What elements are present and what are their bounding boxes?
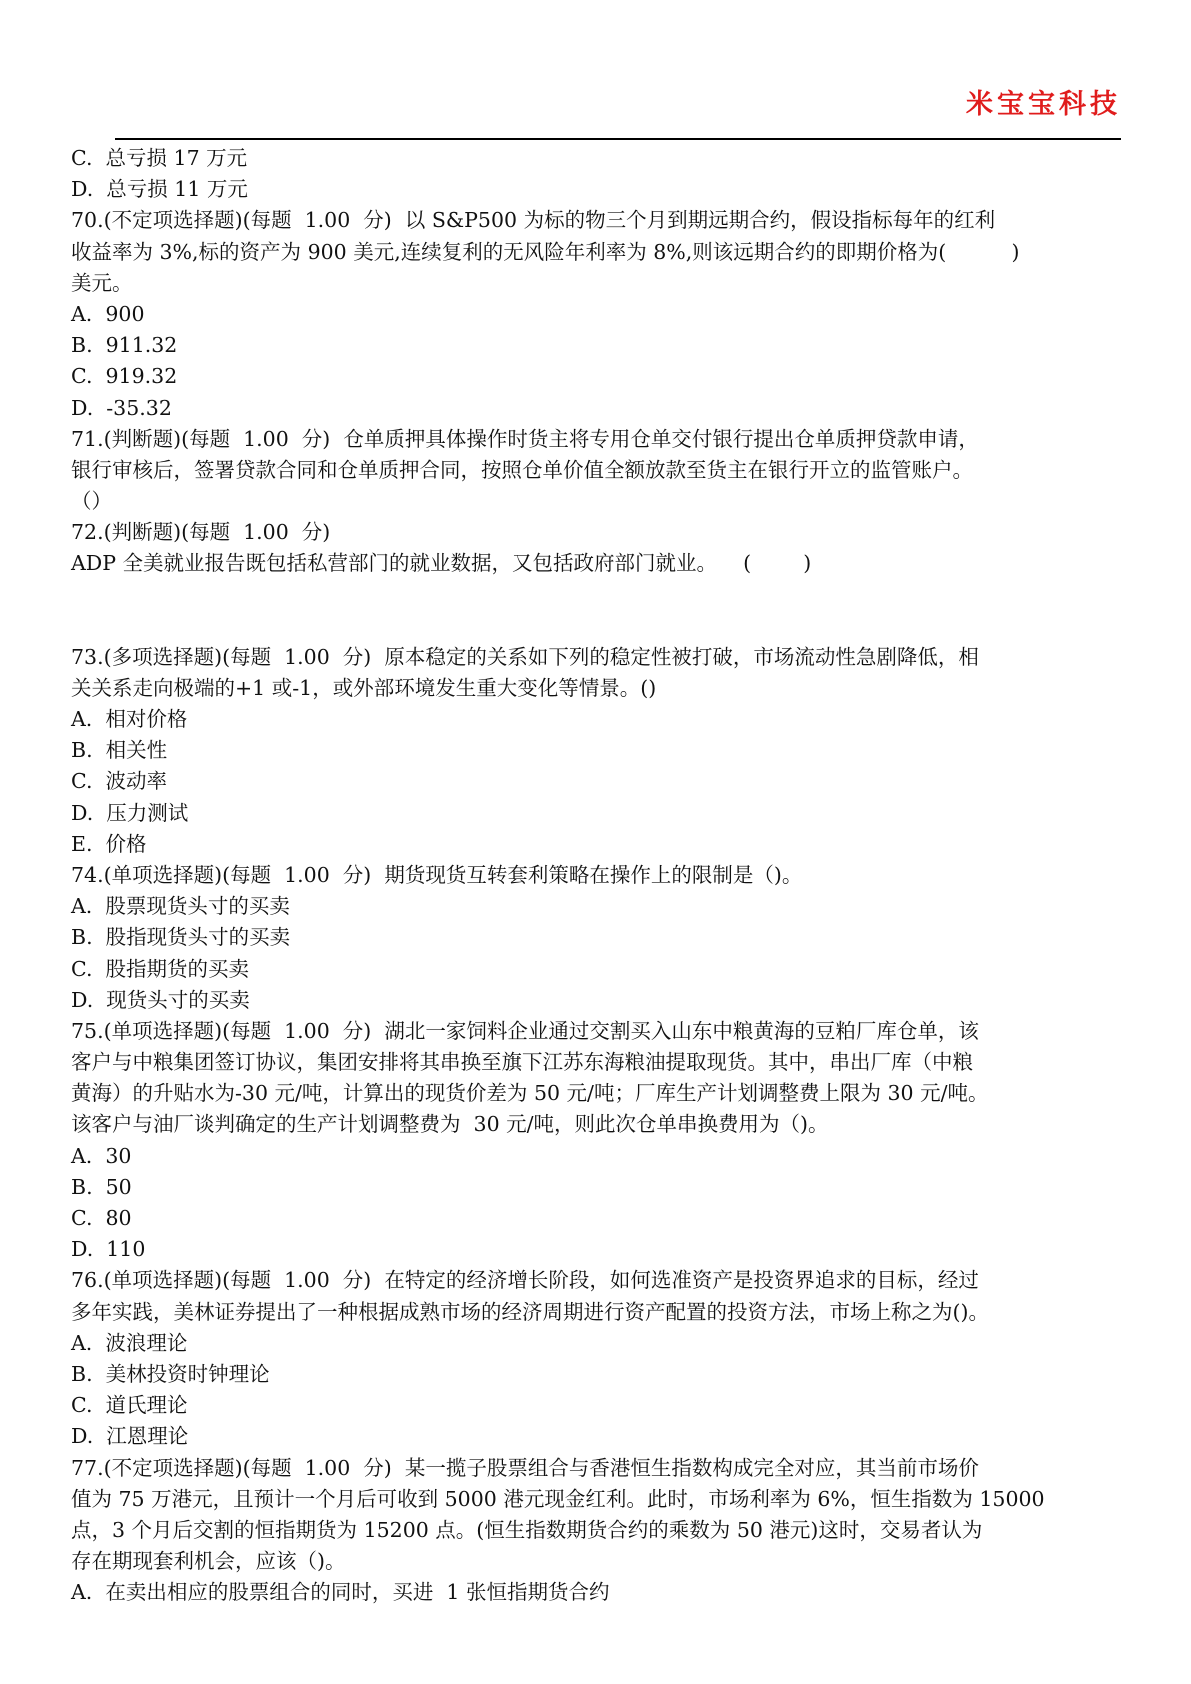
q75-stem-line-4: 该客户与油厂谈判确定的生产计划调整费为 30 元/吨，则此次仓单串换费用为（)。 [71, 1112, 829, 1137]
q76-option-c: C. 道氏理论 [71, 1393, 188, 1418]
q73-option-e: E. 价格 [71, 831, 147, 856]
header-rule [115, 138, 1121, 140]
q73-option-d: D. 压力测试 [71, 800, 189, 825]
q77-option-a: A. 在卖出相应的股票组合的同时，买进 1 张恒指期货合约 [71, 1580, 610, 1605]
q74-option-b: B. 股指现货头寸的买卖 [71, 925, 291, 950]
q71-stem-line-1: 71.(判断题)(每题 1.00 分) 仓单质押具体操作时货主将专用仓单交付银行提出仓单质押贷款申请， [71, 426, 979, 451]
q73-stem-line-1: 73.(多项选择题)(每题 1.00 分) 原本稳定的关系如下列的稳定性被打破，市场流动性急剧降低，相 [71, 644, 979, 669]
q76-option-b: B. 美林投资时钟理论 [71, 1361, 270, 1386]
q71-answer-blank: （） [71, 489, 112, 514]
q73-option-b: B. 相关性 [71, 738, 168, 763]
q77-stem-line-1: 77.(不定项选择题)(每题 1.00 分) 某一揽子股票组合与香港恒生指数构成完全对应，其当前市场价 [71, 1455, 979, 1480]
q75-option-b: B. 50 [71, 1174, 132, 1199]
q70-stem-line-2: 收益率为 3%,标的资产为 900 美元,连续复利的无风险年利率为 8%,则该远期合约的即期价格为( ) [71, 239, 1020, 264]
q71-stem-line-2: 银行审核后，签署贷款合同和仓单质押合同，按照仓单价值全额放款至货主在银行开立的监管账户。 [71, 457, 973, 482]
q70-stem-line-1: 70.(不定项选择题)(每题 1.00 分) 以 S&P500 为标的物三个月到期远期合约，假设指标每年的红利 [71, 208, 996, 233]
q74-option-c: C. 股指期货的买卖 [71, 956, 250, 981]
q74-option-d: D. 现货头寸的买卖 [71, 987, 250, 1012]
q76-stem-line-2: 多年实践，美林证券提出了一种根据成熟市场的经济周期进行资产配置的投资方法，市场上称之为()。 [71, 1299, 989, 1324]
q75-stem-line-1: 75.(单项选择题)(每题 1.00 分) 湖北一家饲料企业通过交割买入山东中粮黄海的豆粕厂库仓单，该 [71, 1018, 979, 1043]
q73-option-c: C. 波动率 [71, 769, 168, 794]
q73-option-a: A. 相对价格 [71, 707, 188, 731]
q77-stem-line-2: 值为 75 万港元，且预计一个月后可收到 5000 港元现金红利。此时，市场利率为 6%，恒生指数为 15000 [71, 1486, 1045, 1511]
q76-option-d: D. 江恩理论 [71, 1424, 189, 1449]
q70-option-c: C. 919.32 [71, 364, 178, 389]
q70-option-d: D. -35.32 [71, 395, 172, 420]
q70-stem-line-3: 美元。 [71, 270, 133, 295]
q77-stem-line-3: 点，3 个月后交割的恒指期货为 15200 点。(恒生指数期货合约的乘数为 50 港元)这时，交易者认为 [71, 1517, 983, 1542]
q69-option-c: C. 总亏损 17 万元 [71, 146, 248, 170]
q69-option-d: D. 总亏损 11 万元 [71, 177, 248, 202]
q77-stem-line-4: 存在期现套利机会，应该（)。 [71, 1549, 346, 1574]
q70-option-b: B. 911.32 [71, 333, 178, 358]
q75-option-a: A. 30 [71, 1143, 132, 1168]
q74-option-a: A. 股票现货头寸的买卖 [71, 894, 290, 919]
q75-stem-line-2: 客户与中粮集团签订协议，集团安排将其串换至旗下江苏东海粮油提取现货。其中，串出厂库（中粮 [71, 1050, 973, 1075]
q76-stem-line-1: 76.(单项选择题)(每题 1.00 分) 在特定的经济增长阶段，如何选准资产是投资界追求的目标，经过 [71, 1268, 979, 1293]
q75-option-d: D. 110 [71, 1237, 146, 1262]
q72-stem: ADP 全美就业报告既包括私营部门的就业数据，又包括政府部门就业。 ( ) [71, 551, 812, 576]
q72-header: 72.(判断题)(每题 1.00 分) [71, 520, 331, 545]
q73-stem-line-2: 关关系走向极端的+1 或-1，或外部环境发生重大变化等情景。() [71, 675, 657, 700]
brand-logo-text: 米宝宝科技 [966, 89, 1121, 120]
q76-option-a: A. 波浪理论 [71, 1330, 188, 1355]
exam-content [71, 143, 1123, 1608]
q74-stem: 74.(单项选择题)(每题 1.00 分) 期货现货互转套利策略在操作上的限制是（)。 [71, 862, 803, 887]
q75-option-c: C. 80 [71, 1206, 132, 1230]
q75-stem-line-3: 黄海）的升贴水为-30 元/吨，计算出的现货价差为 50 元/吨；厂库生产计划调整费上限为 30 元/吨。 [71, 1081, 989, 1106]
section-gap [71, 580, 1123, 642]
q70-option-a: A. 900 [71, 301, 145, 326]
